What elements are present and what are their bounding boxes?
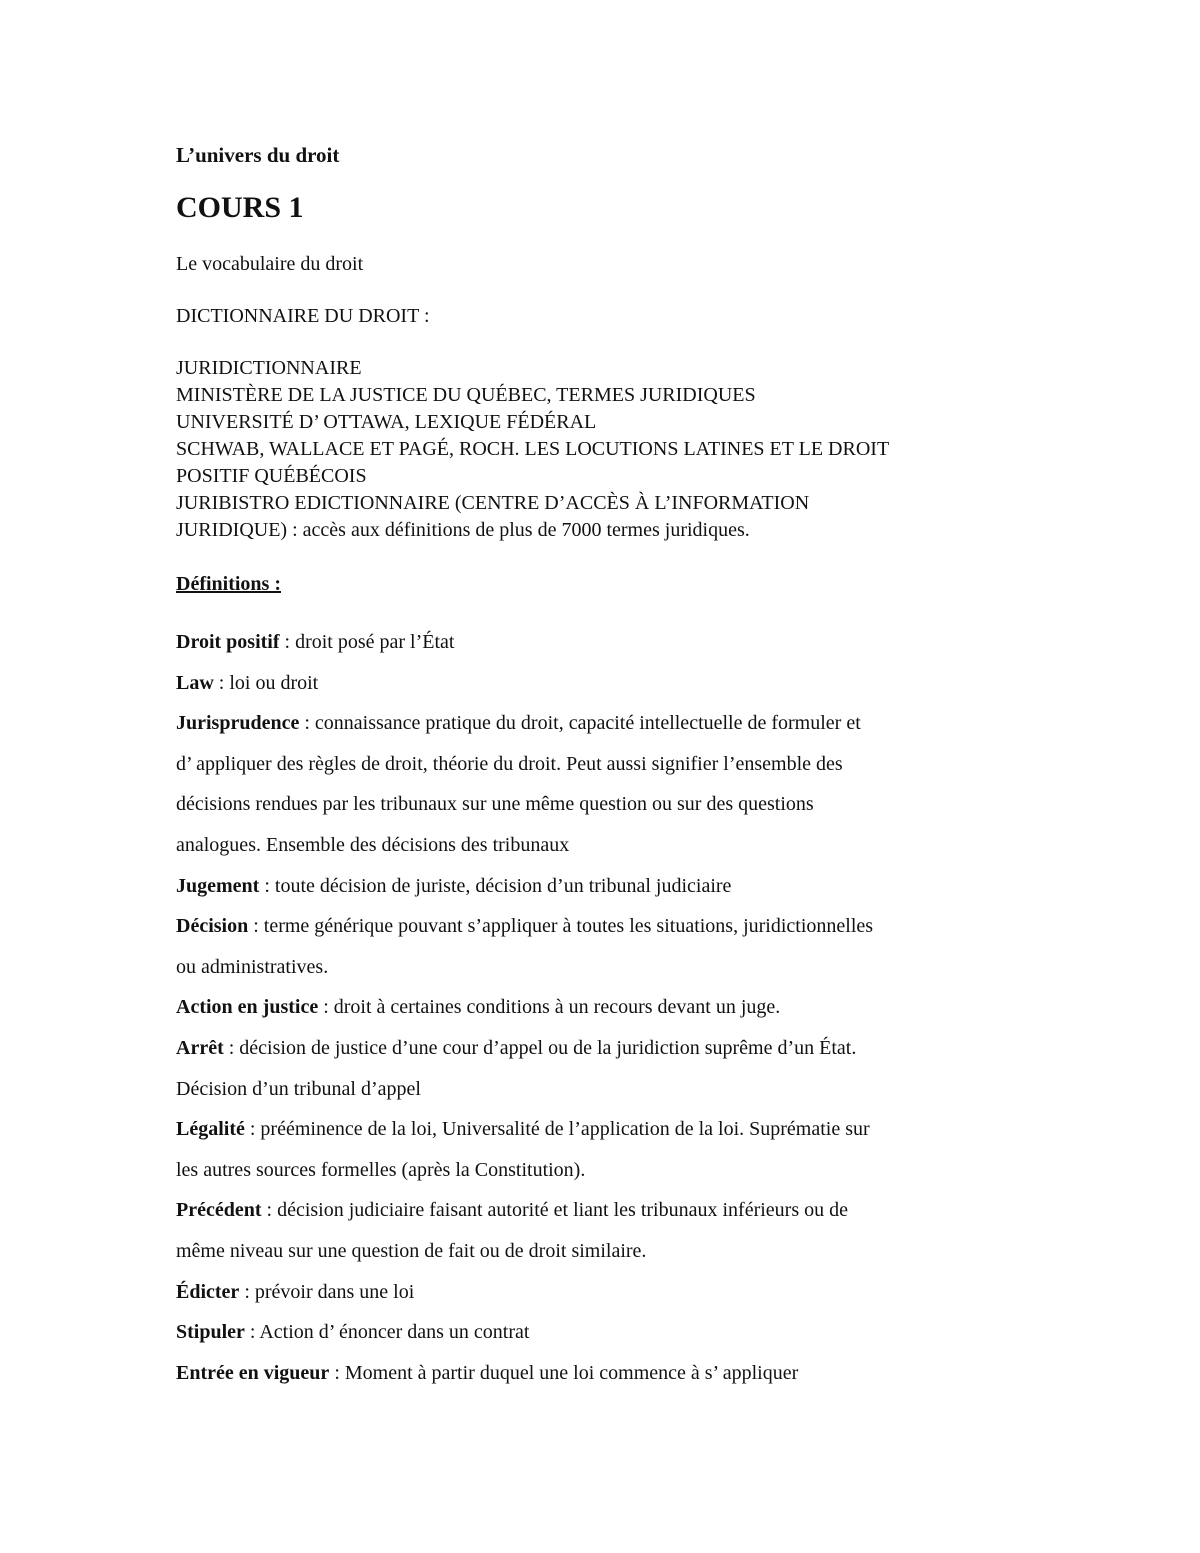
definition-line bbox=[176, 947, 1036, 988]
definition-line bbox=[176, 866, 1036, 907]
dictionary-heading: DICTIONNAIRE DU DROIT : bbox=[176, 305, 430, 327]
definition-line bbox=[176, 663, 1036, 704]
section-subtitle: Le vocabulaire du droit bbox=[176, 253, 364, 275]
definition-text: : Moment à partir duquel une loi commence à s’ appliquer bbox=[329, 1361, 799, 1384]
definition-text: d’ appliquer des règles de droit, théorie du droit. Peut aussi signifier l’ensemble des bbox=[176, 752, 843, 775]
definition-line bbox=[176, 1190, 1036, 1231]
definition-text: : toute décision de juriste, décision d’un tribunal judiciaire bbox=[259, 874, 732, 897]
definition-term: Édicter bbox=[176, 1280, 240, 1303]
dictionary-list bbox=[176, 355, 1036, 544]
dictionary-line: JURIDICTIONNAIRE bbox=[176, 357, 362, 379]
definition-text: les autres sources formelles (après la Constitution). bbox=[176, 1158, 586, 1181]
definition-text: : loi ou droit bbox=[213, 671, 319, 694]
definition-line bbox=[176, 906, 1036, 947]
definition-line bbox=[176, 987, 1036, 1028]
definition-text: : droit à certaines conditions à un recours devant un juge. bbox=[318, 996, 781, 1019]
definition-term: Entrée en vigueur bbox=[176, 1361, 330, 1384]
definition-line bbox=[176, 1272, 1036, 1313]
document-page bbox=[176, 140, 1036, 1393]
definition-term: Précédent bbox=[176, 1199, 262, 1222]
definition-line bbox=[176, 1069, 1036, 1110]
cours-heading: COURS 1 bbox=[176, 191, 304, 224]
definition-text: : prééminence de la loi, Universalité de l’application de la loi. Suprématie sur bbox=[244, 1118, 870, 1141]
definition-term: Jugement bbox=[176, 874, 260, 897]
definition-term: Stipuler bbox=[176, 1321, 245, 1344]
definition-line bbox=[176, 1028, 1036, 1069]
definition-term: Légalité bbox=[176, 1118, 245, 1141]
definition-text: analogues. Ensemble des décisions des tribunaux bbox=[176, 833, 570, 856]
definition-line bbox=[176, 1150, 1036, 1191]
definition-line bbox=[176, 1312, 1036, 1353]
definition-term: Law bbox=[176, 671, 214, 694]
definition-term: Décision bbox=[176, 915, 249, 938]
definition-term: Droit positif bbox=[176, 631, 280, 653]
definition-text: : prévoir dans une loi bbox=[239, 1280, 415, 1303]
definitions-list bbox=[176, 622, 1036, 1393]
dictionary-line: POSITIF QUÉBÉCOIS bbox=[176, 465, 367, 487]
definition-text: : décision judiciaire faisant autorité et liant les tribunaux inférieurs ou de bbox=[261, 1199, 848, 1222]
definition-text: Décision d’un tribunal d’appel bbox=[176, 1077, 421, 1100]
definition-term: Arrêt bbox=[176, 1036, 224, 1059]
definition-text: : terme générique pouvant s’appliquer à toutes les situations, juridictionnelles bbox=[248, 915, 874, 938]
definition-line bbox=[176, 1353, 1036, 1394]
definition-text: : connaissance pratique du droit, capacité intellectuelle de formuler et bbox=[299, 712, 861, 735]
definition-text: : Action d’ énoncer dans un contrat bbox=[244, 1321, 530, 1344]
definition-line bbox=[176, 744, 1036, 785]
definition-line bbox=[176, 622, 1036, 663]
definition-text: ou administratives. bbox=[176, 955, 329, 978]
dictionary-line: MINISTÈRE DE LA JUSTICE DU QUÉBEC, TERMES JURIDIQUES bbox=[176, 384, 756, 406]
course-title: L’univers du droit bbox=[176, 143, 340, 167]
dictionary-line: SCHWAB, WALLACE ET PAGÉ, ROCH. LES LOCUTIONS LATINES ET LE DROIT bbox=[176, 438, 890, 460]
definition-line bbox=[176, 1231, 1036, 1272]
definitions-heading: Définitions : bbox=[176, 573, 281, 595]
definition-term: Jurisprudence bbox=[176, 712, 300, 735]
definition-text: même niveau sur une question de fait ou de droit similaire. bbox=[176, 1239, 647, 1262]
dictionary-line: JURIBISTRO EDICTIONNAIRE (CENTRE D’ACCÈS À L’INFORMATION bbox=[176, 492, 810, 514]
definition-term: Action en justice bbox=[176, 996, 319, 1019]
definition-text: : décision de justice d’une cour d’appel ou de la juridiction suprême d’un État. bbox=[223, 1036, 857, 1059]
definition-line bbox=[176, 1109, 1036, 1150]
definition-line bbox=[176, 784, 1036, 825]
dictionary-line: JURIDIQUE) : accès aux définitions de plus de 7000 termes juridiques. bbox=[176, 519, 750, 541]
definition-text: décisions rendues par les tribunaux sur une même question ou sur des questions bbox=[176, 793, 814, 816]
definition-line bbox=[176, 703, 1036, 744]
definition-text: : droit posé par l’État bbox=[279, 631, 455, 653]
definition-line bbox=[176, 825, 1036, 866]
dictionary-line: UNIVERSITÉ D’ OTTAWA, LEXIQUE FÉDÉRAL bbox=[176, 411, 597, 433]
